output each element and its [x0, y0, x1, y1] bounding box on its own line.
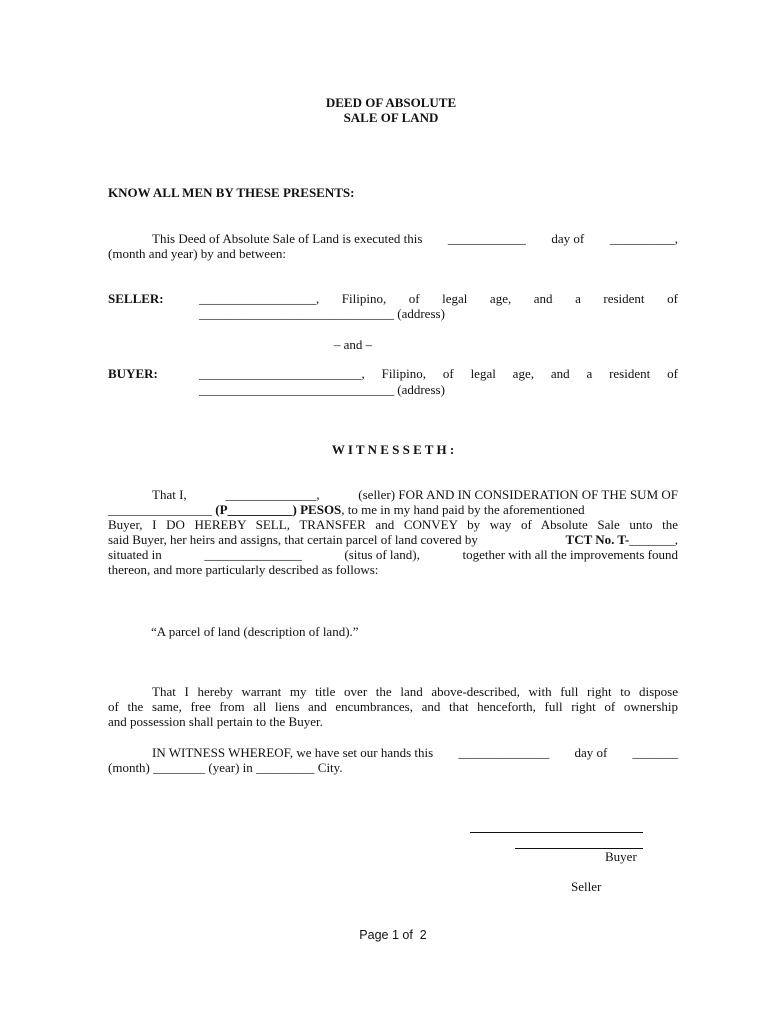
seller-name-blank: __________________, — [199, 291, 320, 306]
body-text: thereon, and more particularly described as follows: — [108, 562, 379, 577]
buyer-word: Filipino, — [381, 366, 427, 381]
seller-word: and — [533, 291, 553, 306]
amount-words-blank: ________________ — [108, 502, 212, 517]
title-line-1: DEED OF ABSOLUTE — [325, 95, 457, 110]
tct-blank: _______, — [629, 532, 678, 547]
and-separator: – and – — [333, 337, 373, 352]
body-text: said Buyer, her heirs and assigns, that certain parcel of land covered by — [108, 532, 478, 547]
document-title — [0, 95, 768, 125]
witness-day-blank: ______________ — [458, 745, 550, 760]
land-description-quote: “A parcel of land (description of land).” — [151, 624, 359, 639]
witness-text: day of — [574, 745, 608, 760]
seller-word: of — [408, 291, 420, 306]
buyer-address-blank: ______________________________ — [199, 382, 394, 397]
body-text: situated in — [108, 547, 162, 562]
buyer-word: age, — [512, 366, 534, 381]
body-text: That I, — [152, 487, 187, 502]
warranty-text: That I hereby warrant my title over the land above-described, with full right to dispose — [152, 684, 678, 699]
buyer-label: BUYER: — [108, 366, 158, 381]
seller-word: resident — [603, 291, 645, 306]
intro-paragraph — [108, 231, 678, 261]
seller-word: legal — [442, 291, 468, 306]
buyer-word: and — [550, 366, 570, 381]
tct-label: TCT No. T- — [565, 532, 630, 547]
seller-word: age, — [489, 291, 512, 306]
situs-blank: _______________ — [204, 547, 302, 562]
intro-month-blank: __________, — [609, 231, 678, 246]
seller-blank: ______________, — [225, 487, 320, 502]
witness-paragraph — [108, 745, 678, 775]
witness-text: IN WITNESS WHEREOF, we have set our hands this — [152, 745, 434, 760]
body-text: together with all the improvements found — [462, 547, 678, 562]
intro-text-1: This Deed of Absolute Sale of Land is executed this — [152, 231, 423, 246]
buyer-signature-label: Buyer — [605, 849, 637, 864]
buyer-word: of — [667, 366, 678, 381]
body-text: (seller) FOR AND IN CONSIDERATION OF THE SUM OF — [358, 487, 678, 502]
seller-address-blank: ______________________________ — [199, 306, 394, 321]
title-line-2: SALE OF LAND — [343, 110, 439, 125]
body-text: (situs of land), — [344, 547, 420, 562]
witness-text: (month) ________ (year) in _________ City. — [108, 760, 343, 775]
witness-month-blank: _______ — [632, 745, 678, 760]
buyer-address-label: (address) — [397, 382, 445, 397]
page-number: Page 1 of 2 — [359, 928, 427, 942]
seller-address-line — [199, 306, 445, 321]
buyer-word: of — [442, 366, 454, 381]
seller-address-label: (address) — [397, 306, 445, 321]
buyer-word: a — [586, 366, 593, 381]
buyer-word: legal — [470, 366, 496, 381]
intro-text-2: day of — [551, 231, 585, 246]
warranty-text: of the same, free from all liens and encumbrances, and that henceforth, full right of ownership — [108, 699, 678, 714]
body-text: Buyer, I DO HEREBY SELL, TRANSFER and CONVEY by way of Absolute Sale unto the — [108, 517, 678, 532]
intro-text-3: (month and year) by and between: — [108, 246, 286, 261]
amount-figure: (P__________) PESOS — [215, 502, 342, 517]
witnesseth-heading: W I T N E S S E T H : — [331, 442, 455, 457]
seller-word: a — [575, 291, 581, 306]
buyer-name-blank: _________________________, — [199, 366, 365, 381]
buyer-word: resident — [609, 366, 651, 381]
seller-word: of — [667, 291, 678, 306]
buyer-line — [199, 366, 678, 381]
warranty-paragraph — [108, 684, 678, 729]
seller-line — [199, 291, 678, 306]
intro-date-blank: ____________ — [447, 231, 526, 246]
preamble-heading: KNOW ALL MEN BY THESE PRESENTS: — [108, 185, 355, 200]
consideration-paragraph — [108, 487, 678, 577]
buyer-address-line — [199, 382, 445, 397]
seller-signature-label: Seller — [571, 879, 602, 894]
signature-line-1 — [470, 832, 643, 833]
seller-label: SELLER: — [108, 291, 164, 306]
body-text: , to me in my hand paid by the aforementioned — [341, 502, 585, 517]
warranty-text: and possession shall pertain to the Buyer. — [108, 714, 323, 729]
seller-word: Filipino, — [341, 291, 387, 306]
